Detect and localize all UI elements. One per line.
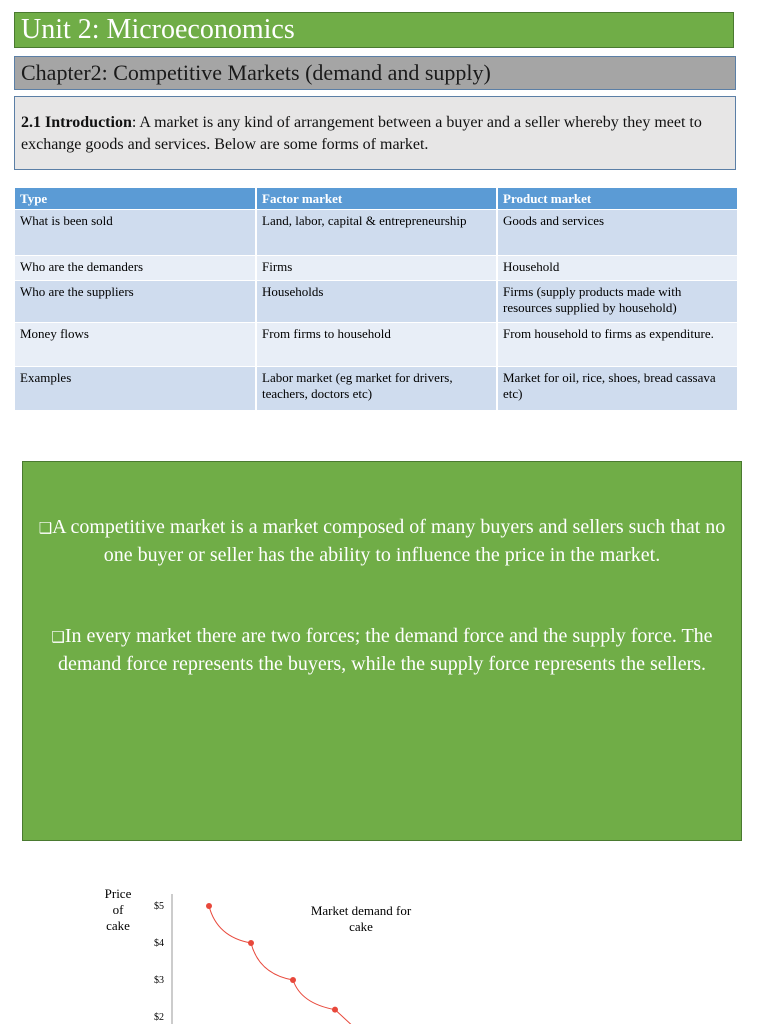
table-row [15, 210, 737, 256]
y-axis-label-line: cake [106, 918, 130, 933]
market-demand-chart [90, 880, 490, 1024]
checkbox-bullet-icon: ❑ [51, 628, 65, 646]
bullet-text: A competitive market is a market composed of many buyers and sellers such that no one buyer or seller has the ability to influence the price in the market. [52, 516, 726, 566]
bullet-point [29, 623, 735, 678]
chart-title-line: Market demand for [310, 903, 412, 918]
y-axis-label-line: of [112, 902, 124, 917]
table-cell: Who are the suppliers [15, 281, 256, 323]
table-cell: Who are the demanders [15, 256, 256, 281]
introduction-text: : A market is any kind of arrangement between a buyer and a seller whereby they meet to exchange goods and services. Below are some forms of market. [21, 114, 702, 153]
table-cell: Market for oil, rice, shoes, bread cassava etc) [497, 367, 737, 410]
column-header-type: Type [15, 188, 256, 210]
chapter-title: Chapter2: Competitive Markets (demand and supply) [14, 56, 736, 90]
y-axis-label-line: Price [104, 886, 132, 901]
chart-title-line: cake [349, 919, 373, 934]
y-tick-label: $2 [154, 1012, 164, 1023]
bullet-text: In every market there are two forces; the demand force and the supply force. The demand force represents the buyers, while the supply force represents the sellers. [57, 625, 713, 675]
y-axis-label [105, 886, 132, 933]
market-types-table [15, 188, 737, 410]
demand-point [206, 903, 212, 909]
table-cell: Household [497, 256, 737, 281]
table-cell: From household to firms as expenditure. [497, 323, 737, 367]
y-tick-label: $4 [154, 938, 164, 949]
table-cell: Examples [15, 367, 256, 410]
table-cell: Labor market (eg market for drivers, teachers, doctors etc) [256, 367, 497, 410]
demand-curve [209, 906, 357, 1024]
chart-title [311, 903, 412, 934]
column-header-factor-market: Factor market [256, 188, 497, 210]
table-cell: Firms [256, 256, 497, 281]
table-cell: Money flows [15, 323, 256, 367]
table-cell: From firms to household [256, 323, 497, 367]
unit-title: Unit 2: Microeconomics [14, 12, 734, 48]
y-tick-labels [154, 901, 164, 1023]
table-row [15, 256, 737, 281]
table-cell: Land, labor, capital & entrepreneurship [256, 210, 497, 256]
introduction-box [14, 96, 736, 170]
column-header-product-market: Product market [497, 188, 737, 210]
y-tick-label: $5 [154, 901, 164, 912]
table-cell: Firms (supply products made with resources supplied by household) [497, 281, 737, 323]
table-row [15, 323, 737, 367]
table-row [15, 281, 737, 323]
table-header-row [15, 188, 737, 210]
demand-point [290, 977, 296, 983]
table-cell: Households [256, 281, 497, 323]
introduction-heading: 2.1 Introduction [21, 114, 132, 131]
table-row [15, 367, 737, 410]
demand-points [206, 903, 338, 1013]
checkbox-bullet-icon: ❑ [38, 519, 53, 537]
table-cell: Goods and services [497, 210, 737, 256]
competitive-market-box [22, 461, 742, 841]
y-tick-label: $3 [154, 975, 164, 986]
table-cell: What is been sold [15, 210, 256, 256]
bullet-point [29, 514, 735, 569]
demand-point [248, 940, 254, 946]
demand-point [332, 1007, 338, 1013]
